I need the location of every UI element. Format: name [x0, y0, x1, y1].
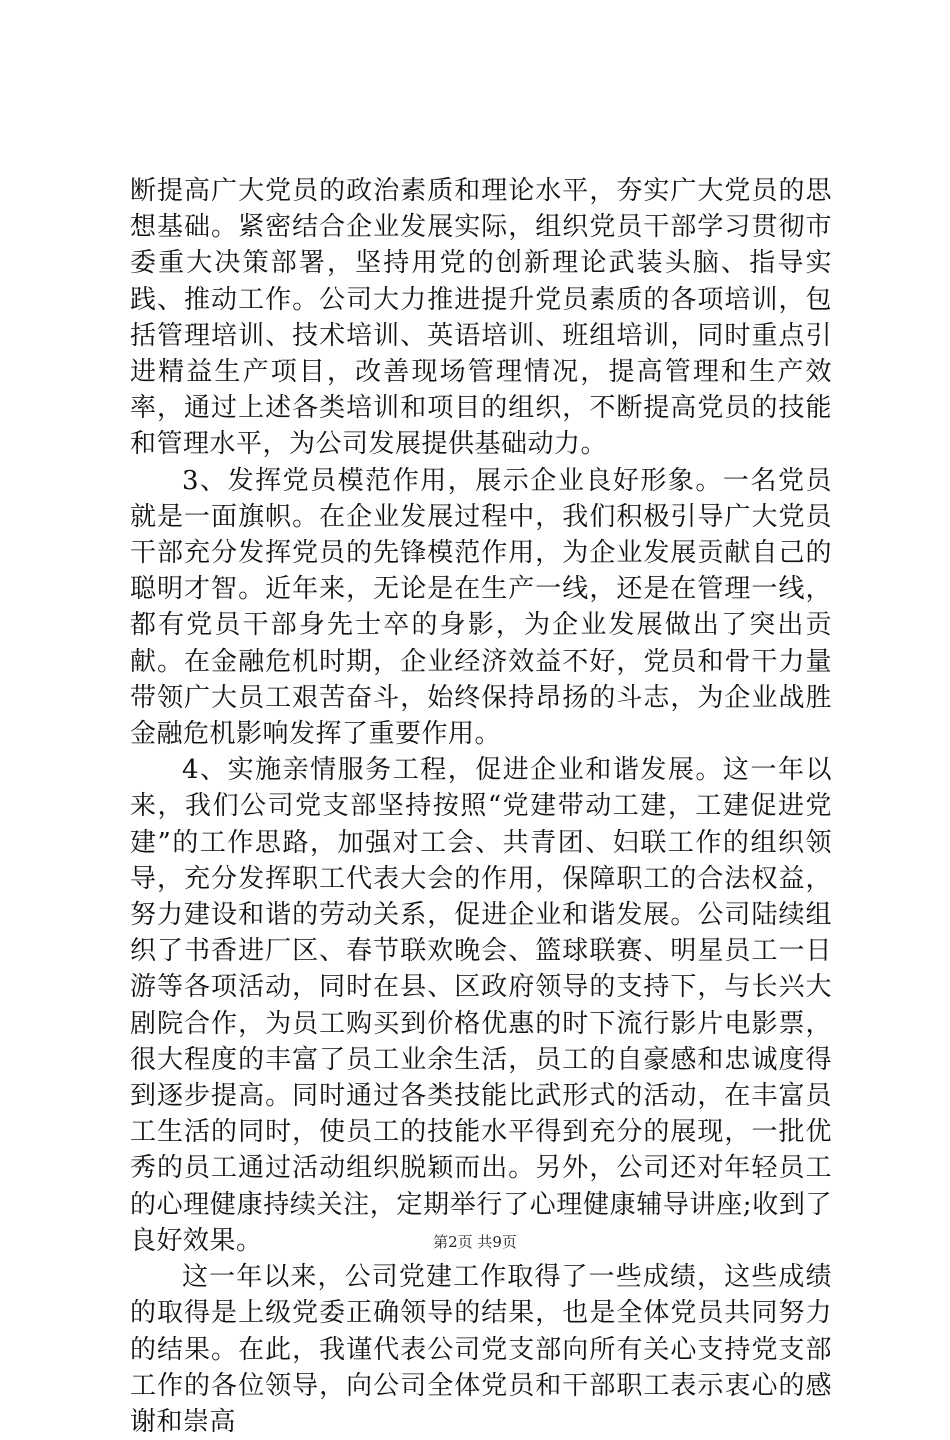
paragraph-conclusion: 这一年以来，公司党建工作取得了一些成绩，这些成绩的取得是上级党委正确领导的结果，也是全体党员共同努力的结果。在此，我谨代表公司党支部向所有关心支持党支部工作的各位领导，向公司全体党员和干部职工表示衷心的感谢和崇高 [130, 1262, 832, 1437]
paragraph-continuation: 断提高广大党员的政治素质和理论水平，夯实广大党员的思想基础。紧密结合企业发展实际，组织党员干部学习贯彻市委重大决策部署，坚持用党的创新理论武装头脑、指导实践、推动工作。公司大力推进提升党员素质的各项培训，包括管理培训、技术培训、英语培训、班组培训，同时重点引进精益生产项目，改善现场管理情况，提高管理和生产效率，通过上述各类培训和项目的组织，不断提高党员的技能和管理水平，为公司发展提供基础动力。 [130, 176, 832, 460]
paragraph-4: 4、实施亲情服务工程，促进企业和谐发展。这一年以来，我们公司党支部坚持按照“党建带动工建，工建促进党建”的工作思路，加强对工会、共青团、妇联工作的组织领导，充分发挥职工代表大会的作用，保障职工的合法权益，努力建设和谐的劳动关系，促进企业和谐发展。公司陆续组织了书香进厂区、春节联欢晚会、篮球联赛、明星员工一日游等各项活动，同时在县、区政府领导的支持下，与长兴大剧院合作，为员工购买到价格优惠的时下流行影片电影票，很大程度的丰富了员工业余生活，员工的自豪感和忠诚度得到逐步提高。同时通过各类技能比武形式的活动，在丰富员工生活的同时，使员工的技能水平得到充分的展现，一批优秀的员工通过活动组织脱颖而出。另外，公司还对年轻员工的心理健康持续关注，定期举行了心理健康辅导讲座;收到了良好效果。 [130, 755, 832, 1256]
page-number-footer: 第2页 共9页 [433, 1233, 517, 1251]
paragraph-3: 3、发挥党员模范作用，展示企业良好形象。一名党员就是一面旗帜。在企业发展过程中，我们积极引导广大党员干部充分发挥党员的先锋模范作用，为企业发展贡献自己的聪明才智。近年来，无论是在生产一线，还是在管理一线，都有党员干部身先士卒的身影，为企业发展做出了突出贡献。在金融危机时期，企业经济效益不好，党员和骨干力量带领广大员工艰苦奋斗，始终保持昂扬的斗志，为企业战胜金融危机影响发挥了重要作用。 [130, 465, 832, 750]
